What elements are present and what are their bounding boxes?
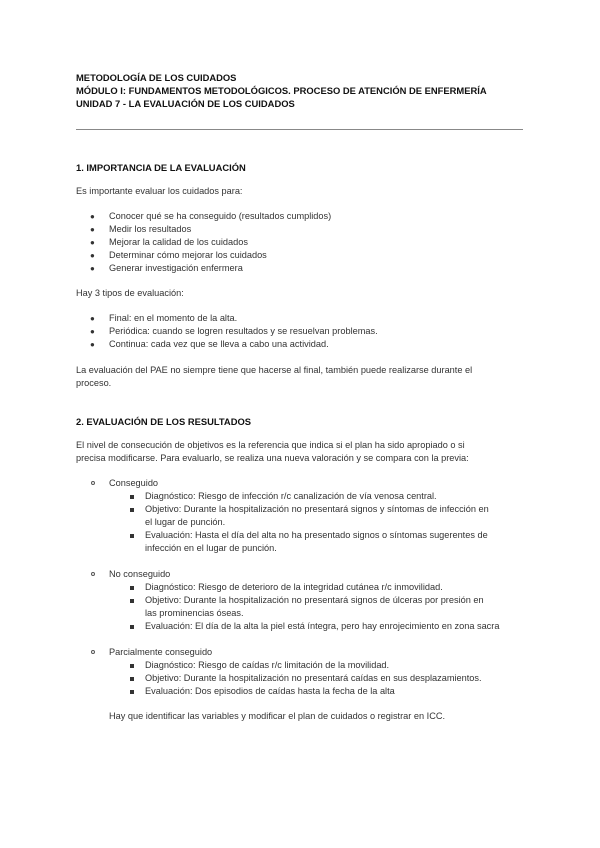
outcome-item-line: Objetivo: Durante la hospitalización no presentará signos de úlceras por presión en <box>145 595 484 605</box>
outcome-item-line: Evaluación: Hasta el día del alta no ha presentado signos o síntomas sugerentes de <box>145 530 488 540</box>
circle-bullet-icon <box>91 572 95 576</box>
header-divider <box>76 129 523 130</box>
bullet-dot: ● <box>90 238 95 247</box>
square-bullet-icon <box>130 508 134 512</box>
outcome-label: No conseguido <box>109 569 171 579</box>
outcome-label: Parcialmente conseguido <box>109 647 213 657</box>
outcome-item-line: Evaluación: El día de la alta la piel está íntegra, pero hay enrojecimiento en zona sacra <box>145 621 500 631</box>
bullet-dot: ● <box>90 264 95 273</box>
outcome-item-line: las prominencias óseas. <box>145 608 244 618</box>
outcome-item-line: Objetivo: Durante la hospitalización no presentará caídas en sus desplazamientos. <box>145 673 482 683</box>
outcome-label: Conseguido <box>109 478 159 488</box>
list-item: Periódica: cuando se logren resultados y se resuelvan problemas. <box>109 326 378 336</box>
outcome-item-line: Diagnóstico: Riesgo de infección r/c canalización de vía venosa central. <box>145 491 437 501</box>
square-bullet-icon <box>130 534 134 538</box>
paragraph-line: proceso. <box>76 378 112 388</box>
bullet-dot: ● <box>90 212 95 221</box>
outcome-item-line: Diagnóstico: Riesgo de caídas r/c limitación de la movilidad. <box>145 660 390 670</box>
section-1-heading: 1. IMPORTANCIA DE LA EVALUACIÓN <box>76 162 246 173</box>
outcome-item-line: Diagnóstico: Riesgo de deterioro de la integridad cutánea r/c inmovilidad. <box>145 582 443 592</box>
list-item: Final: en el momento de la alta. <box>109 313 238 323</box>
square-bullet-icon <box>130 586 134 590</box>
square-bullet-icon <box>130 664 134 668</box>
list-item: Generar investigación enfermera <box>109 263 243 273</box>
closing-paragraph: Hay que identificar las variables y modificar el plan de cuidados o registrar en ICC. <box>109 711 446 721</box>
list-item: Mejorar la calidad de los cuidados <box>109 237 248 247</box>
bullet-dot: ● <box>90 340 95 349</box>
list-item: Determinar cómo mejorar los cuidados <box>109 250 267 260</box>
list-item: Conocer qué se ha conseguido (resultados cumplidos) <box>109 211 332 221</box>
types-intro: Hay 3 tipos de evaluación: <box>76 288 184 298</box>
section-2-heading: 2. EVALUACIÓN DE LOS RESULTADOS <box>76 416 252 427</box>
outcome-item-line: Objetivo: Durante la hospitalización no presentará signos y síntomas de infección en <box>145 504 489 514</box>
circle-bullet-icon <box>91 481 95 485</box>
section-1-intro: Es importante evaluar los cuidados para: <box>76 186 243 196</box>
outcome-item-line: Evaluación: Dos episodios de caídas hasta la fecha de la alta <box>145 686 395 696</box>
paragraph-line: La evaluación del PAE no siempre tiene que hacerse al final, también puede realizarse durante el <box>76 365 473 375</box>
square-bullet-icon <box>130 690 134 694</box>
paragraph-line: precisa modificarse. Para evaluarlo, se realiza una nueva valoración y se compara con la previa: <box>76 453 469 463</box>
square-bullet-icon <box>130 625 134 629</box>
outcome-item-line: infección en el lugar de punción. <box>145 543 277 553</box>
course-title: METODOLOGÍA DE LOS CUIDADOS <box>76 72 237 83</box>
paragraph-line: El nivel de consecución de objetivos es la referencia que indica si el plan ha sido apropiado o si <box>76 440 465 450</box>
outcome-item-line: el lugar de punción. <box>145 517 226 527</box>
square-bullet-icon <box>130 599 134 603</box>
bullet-dot: ● <box>90 225 95 234</box>
list-item: Continua: cada vez que se lleva a cabo una actividad. <box>109 339 329 349</box>
square-bullet-icon <box>130 495 134 499</box>
bullet-dot: ● <box>90 327 95 336</box>
unit-title: UNIDAD 7 - LA EVALUACIÓN DE LOS CUIDADOS <box>76 98 295 109</box>
square-bullet-icon <box>130 677 134 681</box>
circle-bullet-icon <box>91 650 95 654</box>
list-item: Medir los resultados <box>109 224 192 234</box>
bullet-dot: ● <box>90 314 95 323</box>
bullet-dot: ● <box>90 251 95 260</box>
module-title: MÓDULO I: FUNDAMENTOS METODOLÓGICOS. PROCESO DE ATENCIÓN DE ENFERMERÍA <box>76 85 487 96</box>
